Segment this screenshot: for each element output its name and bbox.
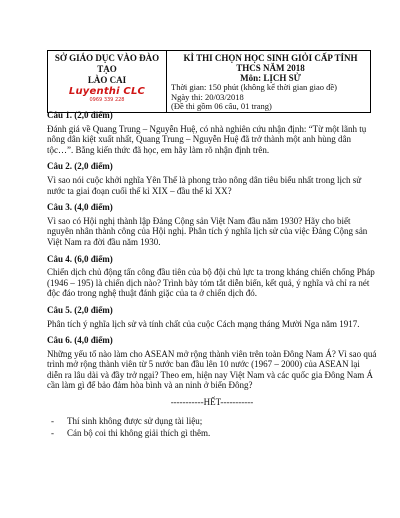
question-text: Chiến dịch chủ động tấn công đầu tiên của bộ đội chủ lực ta trong kháng chiến chống Pháp (1946 – 195) là chiến dịch nào? Trình bày tóm tắt diễn biến, kết quả, ý nghĩa và chỉ ra nét độc đáo trong nghệ thuật đánh giặc của ta ở chiến dịch đó. bbox=[47, 267, 375, 299]
watermark-phone: 0969 339 228 bbox=[89, 97, 125, 103]
question-text: Những yếu tố nào làm cho ASEAN mở rộng thành viên trên toàn Đông Nam Á? Vì sao quá trình mở rộng thành viên từ 5 nước ban đầu lên 10 nước (1967 – 2000) của ASEAN lại diễn ra lâu dài và đầy trở ngại? Theo em, hiện nay Việt Nam và các quốc gia Đông Nam Á cần làm gì để bảo đảm hòa bình và an ninh ở biển Đông? bbox=[47, 348, 377, 391]
dash-bullet-icon: - bbox=[51, 428, 54, 439]
question bbox=[47, 254, 377, 299]
note-item bbox=[47, 428, 377, 439]
question-title: Câu 2. (2,0 điểm) bbox=[47, 161, 113, 172]
question-title: Câu 4. (6,0 điểm) bbox=[47, 253, 113, 264]
question bbox=[47, 305, 377, 329]
exam-title: KÌ THI CHỌN HỌC SINH GIỎI CẤP TỈNH bbox=[183, 53, 358, 63]
end-marker: -----------HẾT----------- bbox=[170, 397, 254, 408]
exam-body bbox=[47, 110, 377, 441]
question-text: Vì sao có Hội nghị thành lập Đảng Cộng sản Việt Nam đầu năm 1930? Hãy cho biết nguyên nhân thành công của Hội nghị. Phân tích ý nghĩa lịch sử của việc Đảng Cộng sản Việt Nam ra đời đầu năm 1930. bbox=[47, 215, 368, 247]
dept-name: SỞ GIÁO DỤC VÀO ĐÀO TẠO bbox=[54, 53, 160, 74]
exam-subject: Môn: LỊCH SỬ bbox=[240, 73, 301, 83]
exam-header bbox=[47, 50, 371, 113]
dash-bullet-icon: - bbox=[51, 415, 54, 426]
province-name: LÀO CAI bbox=[87, 75, 127, 85]
note-text: Thí sinh không được sử dụng tài liệu; bbox=[67, 415, 203, 426]
question-title: Câu 6. (4,0 điểm) bbox=[47, 335, 113, 346]
question-text: Đánh giá về Quang Trung – Nguyễn Huệ, có nhà nghiên cứu nhận định: “Từ một lãnh tụ nông dân kiệt xuất nhất, Quang Trung – Nguyễn Huệ đã trở thành một anh hùng dân tộc…”. Bằng kiến thức đã học, em hãy làm rõ nhận định trên. bbox=[47, 123, 367, 155]
watermark-logo: Luyenthi CLC bbox=[68, 86, 146, 97]
question bbox=[47, 161, 377, 196]
exam-date: Ngày thi: 20/03/2018 bbox=[171, 91, 244, 102]
question bbox=[47, 202, 377, 247]
exam-notes bbox=[47, 416, 377, 439]
question bbox=[47, 335, 377, 391]
question bbox=[47, 110, 377, 155]
note-text: Cán bộ coi thi không giải thích gì thêm. bbox=[67, 428, 211, 439]
question-title: Câu 1. (2,0 điểm) bbox=[47, 110, 113, 120]
exam-info-cell bbox=[167, 51, 371, 113]
exam-year: THCS NĂM 2018 bbox=[236, 63, 305, 73]
note-item bbox=[47, 416, 377, 427]
question-text: Vì sao nói cuộc khởi nghĩa Yên Thế là phong trào nông dân tiêu biểu nhất trong lịch sử nước ta giai đoạn cuối thế kỉ XIX – đầu thế kỉ XX? bbox=[47, 174, 362, 196]
question-title: Câu 5. (2,0 điểm) bbox=[47, 304, 113, 315]
issuer-cell bbox=[48, 51, 167, 113]
exam-time: Thời gian: 150 phút (không kể thời gian giao đề) bbox=[171, 82, 337, 92]
question-title: Câu 3. (4,0 điểm) bbox=[47, 202, 113, 213]
question-text: Phân tích ý nghĩa lịch sử và tính chất của cuộc Cách mạng tháng Mười Nga năm 1917. bbox=[47, 318, 360, 329]
exam-pages: (Đề thi gồm 06 câu, 01 trang) bbox=[171, 101, 272, 111]
